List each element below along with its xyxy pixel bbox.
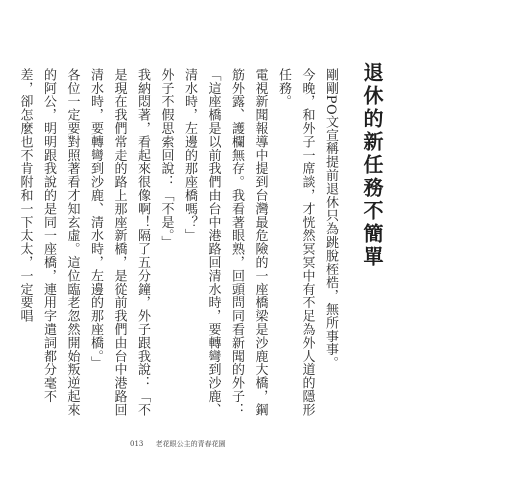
paragraph: 外子不假思索回說：「不是。」 (158, 68, 174, 250)
paragraph: 各位一定要對照著看才知玄虛。這位臨老忽然開始叛逆起來的阿公，明明跟我說的是同一座橋，連用字遣詞都分毫不差，卻怎麼也不肯附和一下太太，一定要唱 (17, 68, 80, 417)
paragraph: 電視新聞報導中提到台灣最危險的一座橋梁是沙鹿大橋，鋼筋外露、護欄無存。我看著眼熟，回頭問同看新聞的外子：「這座橋是以前我們由台中港路回清水時，要轉彎到沙鹿、清水時，左邊的那座橋嗎？」 (182, 68, 268, 417)
paragraph: 今晚，和外子一席談，才恍然冥冥中有不足為外人道的隱形任務。 (276, 68, 315, 417)
chapter-title: 退休的新任務不簡單 (360, 62, 384, 269)
body-text (17, 68, 342, 424)
page-number: 013 (130, 440, 144, 448)
paragraph: 我納悶著，看起來很像啊！隔了五分鐘，外子跟我說：「不是現在我們常走的路上那座新橋，是從前我們由台中港路回清水時，要轉彎到沙鹿、清水時，左邊的那座橋。」 (88, 68, 150, 417)
paragraph: 剛剛PO文宣稱提前退休只為跳脫桎梏，無所事事。 (323, 68, 338, 370)
running-title: 老花眼公主的青春花園 (155, 440, 226, 448)
page-footer (130, 439, 236, 449)
